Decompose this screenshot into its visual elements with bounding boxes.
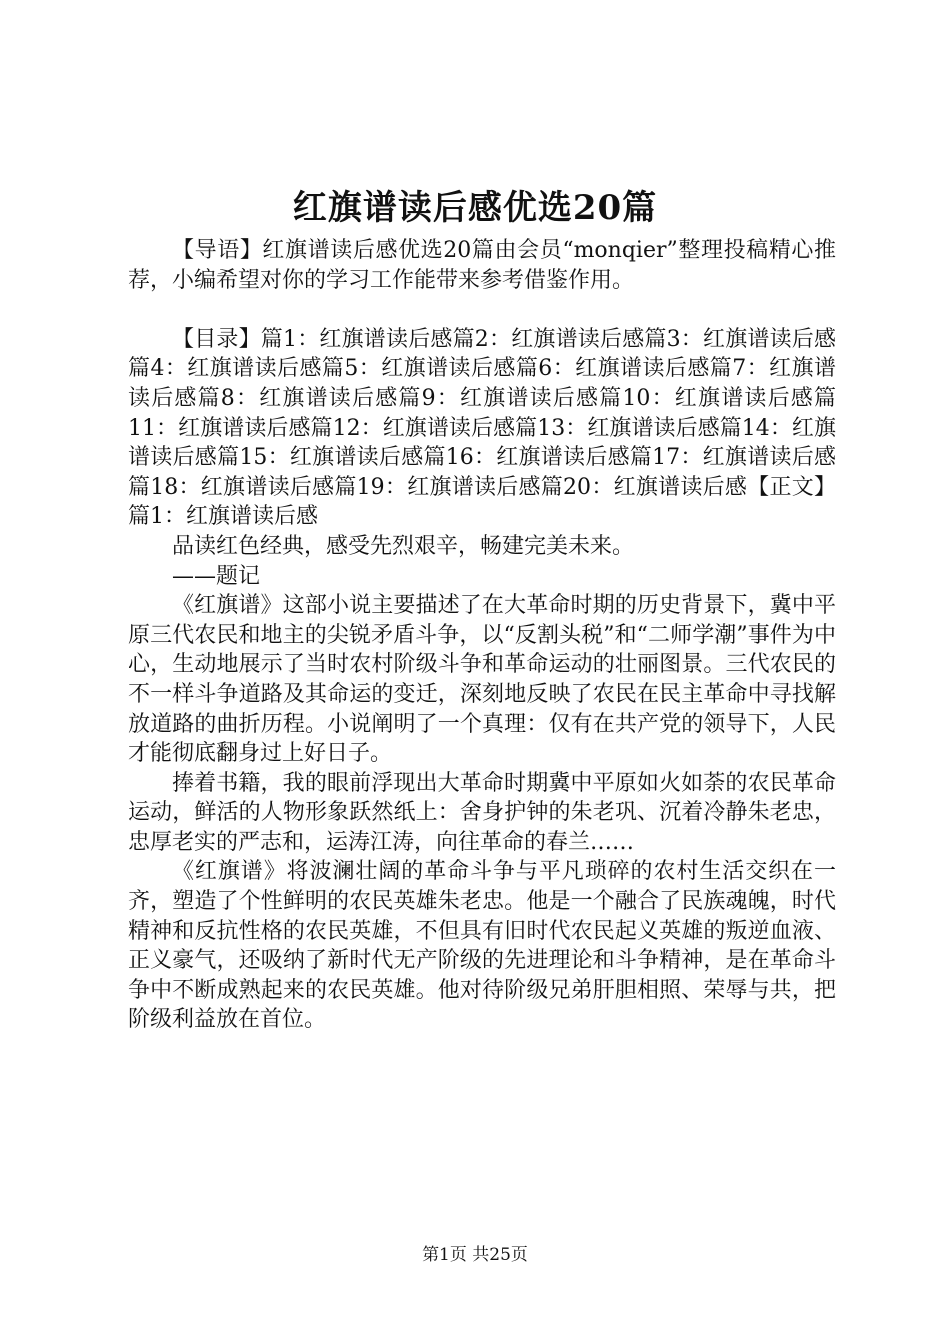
epigraph-attribution: ——题记 <box>172 563 261 589</box>
body-paragraph: 捧着书籍，我的眼前浮现出大革命时期冀中平原如火如荼的农民革命运动，鲜活的人物形象跃然纸上：舍身护钟的朱老巩、沉着冷静朱老忠，忠厚老实的严志和，运涛江涛，向往革命的春兰…… <box>128 770 836 855</box>
toc-paragraph: 【目录】篇1：红旗谱读后感篇2：红旗谱读后感篇3：红旗谱读后感篇4：红旗谱读后感篇5：红旗谱读后感篇6：红旗谱读后感篇7：红旗谱读后感篇8：红旗谱读后感篇9：红旗谱读后感篇10：红旗谱读后感篇11：红旗谱读后感篇12：红旗谱读后感篇13：红旗谱读后感篇14：红旗谱读后感篇15：红旗谱读后感篇16：红旗谱读后感篇17：红旗谱读后感篇18：红旗谱读后感篇19：红旗谱读后感篇20：红旗谱读后感【正文】篇1：红旗谱读后感 <box>128 326 836 530</box>
body-paragraph: 《红旗谱》这部小说主要描述了在大革命时期的历史背景下，冀中平原三代农民和地主的尖锐矛盾斗争，以“反割头税”和“二师学潮”事件为中心，生动地展示了当时农村阶级斗争和革命运动的壮丽图景。三代农民的不一样斗争道路及其命运的变迁，深刻地反映了农民在民主革命中寻找解放道路的曲折历程。小说阐明了一个真理：仅有在共产党的领导下，人民才能彻底翻身过上好日子。 <box>128 593 836 767</box>
epigraph: 品读红色经典，感受先烈艰辛，畅建完美未来。 <box>172 533 635 559</box>
body-paragraph: 《红旗谱》将波澜壮阔的革命斗争与平凡琐碎的农村生活交织在一齐，塑造了个性鲜明的农民英雄朱老忠。他是一个融合了民族魂魄，时代精神和反抗性格的农民英雄，不但具有旧时代农民起义英雄的叛逆血液、正义豪气，还吸纳了新时代无产阶级的先进理论和斗争精神，是在革命斗争中不断成熟起来的农民英雄。他对待阶级兄弟肝胆相照、荣辱与共，把阶级利益放在首位。 <box>128 859 836 1033</box>
document-title: 红旗谱读后感优选20篇 <box>292 188 658 228</box>
page-footer: 第1页 共25页 <box>422 1245 528 1265</box>
paragraph-gap <box>128 295 836 325</box>
document-body <box>128 236 836 1035</box>
intro-paragraph: 【导语】红旗谱读后感优选20篇由会员“monqier”整理投稿精心推荐，小编希望对你的学习工作能带来参考借鉴作用。 <box>128 238 836 293</box>
